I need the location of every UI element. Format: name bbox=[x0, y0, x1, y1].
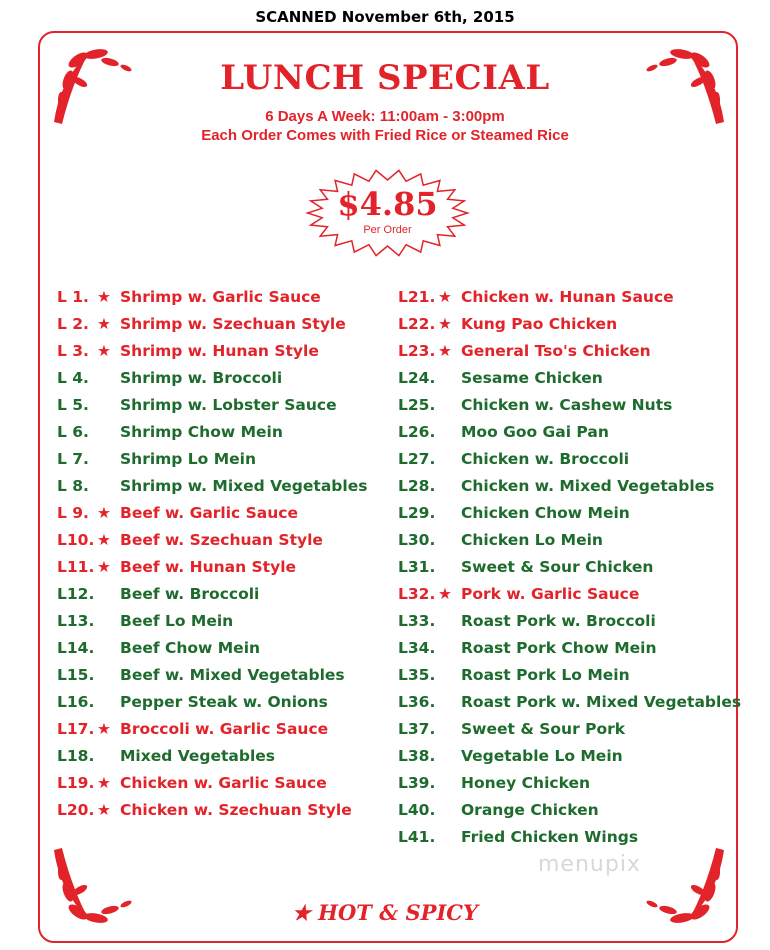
menu-item bbox=[57, 448, 397, 475]
menu-item bbox=[57, 394, 397, 421]
menu-item bbox=[57, 556, 397, 583]
menu-item-code: L 8. bbox=[57, 477, 89, 495]
menu-item bbox=[57, 313, 397, 340]
menu-item-code: L22. bbox=[398, 315, 436, 333]
spicy-star-icon: ★ bbox=[97, 315, 111, 333]
menu-item-name: Chicken w. Mixed Vegetables bbox=[461, 477, 715, 495]
spicy-star-icon: ★ bbox=[97, 558, 111, 576]
menu-item-name: Pepper Steak w. Onions bbox=[120, 693, 328, 711]
price-amount: $4.85 bbox=[337, 185, 438, 223]
menu-item-code: L36. bbox=[398, 693, 436, 711]
menu-item-name: Moo Goo Gai Pan bbox=[461, 423, 609, 441]
menu-item-code: L12. bbox=[57, 585, 95, 603]
menu-item-name: Beef w. Garlic Sauce bbox=[120, 504, 298, 522]
menu-item-code: L 9. bbox=[57, 504, 89, 522]
menu-item bbox=[398, 745, 738, 772]
menu-item bbox=[398, 286, 738, 313]
spicy-star-icon: ★ bbox=[97, 774, 111, 792]
watermark: menupix bbox=[538, 852, 641, 877]
menu-item-code: L32. bbox=[398, 585, 436, 603]
menu-item bbox=[398, 826, 738, 853]
menu-item-code: L40. bbox=[398, 801, 436, 819]
menu-item bbox=[57, 367, 397, 394]
spicy-star-icon: ★ bbox=[97, 531, 111, 549]
menu-item-code: L13. bbox=[57, 612, 95, 630]
menu-item-name: Beef Lo Mein bbox=[120, 612, 234, 630]
menu-item-code: L31. bbox=[398, 558, 436, 576]
menu-item-code: L28. bbox=[398, 477, 436, 495]
spicy-star-icon: ★ bbox=[438, 585, 452, 603]
spicy-star-icon: ★ bbox=[97, 720, 111, 738]
page-title: LUNCH SPECIAL bbox=[220, 58, 550, 98]
menu-item bbox=[57, 475, 397, 502]
menu-item-name: Chicken w. Cashew Nuts bbox=[461, 396, 673, 414]
menu-item-code: L 6. bbox=[57, 423, 89, 441]
menu-item-code: L 7. bbox=[57, 450, 89, 468]
menu-item-name: Roast Pork Chow Mein bbox=[461, 639, 657, 657]
menu-item-code: L29. bbox=[398, 504, 436, 522]
menu-item-name: Sweet & Sour Chicken bbox=[461, 558, 654, 576]
menu-item-code: L33. bbox=[398, 612, 436, 630]
menu-item-code: L34. bbox=[398, 639, 436, 657]
menu-item bbox=[398, 664, 738, 691]
menu-item bbox=[398, 367, 738, 394]
menu-item-code: L20. bbox=[57, 801, 95, 819]
menu-item bbox=[57, 637, 397, 664]
menu-item-code: L35. bbox=[398, 666, 436, 684]
menu-item bbox=[398, 502, 738, 529]
menu-item-name: Beef Chow Mein bbox=[120, 639, 261, 657]
menu-item bbox=[57, 502, 397, 529]
menu-column-right bbox=[398, 286, 742, 853]
menu-item-name: Orange Chicken bbox=[461, 801, 599, 819]
menu-item-code: L 1. bbox=[57, 288, 89, 306]
menu-item-code: L41. bbox=[398, 828, 436, 846]
menu-item bbox=[398, 691, 742, 718]
menu-item bbox=[398, 421, 738, 448]
menu-item-code: L18. bbox=[57, 747, 95, 765]
menu-item bbox=[57, 691, 397, 718]
menu-item-name: Beef w. Hunan Style bbox=[120, 558, 297, 576]
menu-item-name: Chicken w. Hunan Sauce bbox=[461, 288, 674, 306]
menu-item-code: L27. bbox=[398, 450, 436, 468]
menu-item bbox=[57, 745, 397, 772]
menu-item-name: Chicken w. Broccoli bbox=[461, 450, 630, 468]
menu-item-code: L10. bbox=[57, 531, 95, 549]
menu-item-code: L37. bbox=[398, 720, 436, 738]
menu-item-name: Shrimp w. Hunan Style bbox=[120, 342, 319, 360]
menu-item bbox=[57, 583, 397, 610]
menu-item-name: Chicken w. Szechuan Style bbox=[120, 801, 352, 819]
menu-item-name: Broccoli w. Garlic Sauce bbox=[120, 720, 329, 738]
menu-item-code: L30. bbox=[398, 531, 436, 549]
menu-item-name: Shrimp w. Mixed Vegetables bbox=[120, 477, 368, 495]
menu-item bbox=[398, 448, 738, 475]
menu-item bbox=[57, 718, 397, 745]
menu-item-name: Shrimp Chow Mein bbox=[120, 423, 283, 441]
menu-item-name: Roast Pork w. Mixed Vegetables bbox=[461, 693, 742, 711]
menu-item bbox=[57, 421, 397, 448]
menu-item bbox=[57, 664, 397, 691]
hours-subtitle: 6 Days A Week: 11:00am - 3:00pm bbox=[265, 108, 505, 125]
menu-item bbox=[57, 529, 397, 556]
menu-item bbox=[398, 475, 738, 502]
spicy-star-icon: ★ bbox=[97, 342, 111, 360]
menu-item-name: Roast Pork Lo Mein bbox=[461, 666, 630, 684]
menu-item-name: Fried Chicken Wings bbox=[461, 828, 639, 846]
menu-item bbox=[57, 772, 397, 799]
menu-item-code: L39. bbox=[398, 774, 436, 792]
menu-item-code: L14. bbox=[57, 639, 95, 657]
scanned-date: SCANNED November 6th, 2015 bbox=[255, 8, 515, 26]
menu-item-code: L 3. bbox=[57, 342, 89, 360]
menu-item bbox=[398, 313, 738, 340]
menu-item-name: Shrimp w. Szechuan Style bbox=[120, 315, 346, 333]
menu-item-name: General Tso's Chicken bbox=[461, 342, 651, 360]
menu-item-name: Beef w. Broccoli bbox=[120, 585, 260, 603]
menu-item-code: L11. bbox=[57, 558, 95, 576]
menu-item bbox=[398, 718, 738, 745]
menu-item-code: L16. bbox=[57, 693, 95, 711]
menu-item-name: Chicken w. Garlic Sauce bbox=[120, 774, 327, 792]
menu-item bbox=[57, 340, 397, 367]
menu-item-code: L23. bbox=[398, 342, 436, 360]
menu-item-code: L38. bbox=[398, 747, 436, 765]
menu-item-name: Beef w. Mixed Vegetables bbox=[120, 666, 345, 684]
menu-item bbox=[398, 529, 738, 556]
menu-item-name: Kung Pao Chicken bbox=[461, 315, 618, 333]
menu-item bbox=[57, 799, 397, 826]
menu-item-code: L15. bbox=[57, 666, 95, 684]
hot-spicy-legend: ★ HOT & SPICY bbox=[292, 900, 478, 925]
menu-item bbox=[398, 772, 738, 799]
spicy-star-icon: ★ bbox=[97, 288, 111, 306]
menu-item-code: L21. bbox=[398, 288, 436, 306]
spicy-star-icon: ★ bbox=[438, 288, 452, 306]
menu-item bbox=[398, 556, 738, 583]
menu-item-name: Honey Chicken bbox=[461, 774, 591, 792]
menu-item bbox=[398, 394, 738, 421]
menu-item-name: Shrimp w. Lobster Sauce bbox=[120, 396, 337, 414]
menu-item-name: Vegetable Lo Mein bbox=[461, 747, 623, 765]
menu-item-name: Shrimp w. Broccoli bbox=[120, 369, 283, 387]
menu-item-name: Chicken Lo Mein bbox=[461, 531, 603, 549]
menu-item-code: L 4. bbox=[57, 369, 89, 387]
menu-item-name: Shrimp Lo Mein bbox=[120, 450, 257, 468]
menu-item-code: L26. bbox=[398, 423, 436, 441]
menu-item-name: Roast Pork w. Broccoli bbox=[461, 612, 656, 630]
menu-item-code: L19. bbox=[57, 774, 95, 792]
menu-item-name: Beef w. Szechuan Style bbox=[120, 531, 323, 549]
price-per-label: Per Order bbox=[363, 224, 412, 236]
menu-item-name: Sesame Chicken bbox=[461, 369, 603, 387]
menu-item-code: L17. bbox=[57, 720, 95, 738]
menu-item-name: Sweet & Sour Pork bbox=[461, 720, 626, 738]
menu-item-name: Mixed Vegetables bbox=[120, 747, 276, 765]
menu-item bbox=[398, 799, 738, 826]
menu-item bbox=[398, 340, 738, 367]
menu-item-name: Shrimp w. Garlic Sauce bbox=[120, 288, 321, 306]
menu-item bbox=[57, 610, 397, 637]
menu-item-code: L 2. bbox=[57, 315, 89, 333]
spicy-star-icon: ★ bbox=[438, 315, 452, 333]
spicy-star-icon: ★ bbox=[438, 342, 452, 360]
menu-item bbox=[57, 286, 397, 313]
menu-item bbox=[398, 610, 738, 637]
spicy-star-icon: ★ bbox=[97, 504, 111, 522]
menu-item bbox=[398, 637, 738, 664]
spicy-star-icon: ★ bbox=[97, 801, 111, 819]
menu-item-code: L 5. bbox=[57, 396, 89, 414]
menu-item-code: L24. bbox=[398, 369, 436, 387]
menu-column-left bbox=[57, 286, 397, 826]
menu-item-code: L25. bbox=[398, 396, 436, 414]
rice-subtitle: Each Order Comes with Fried Rice or Steamed Rice bbox=[201, 127, 569, 144]
menu-item-name: Pork w. Garlic Sauce bbox=[461, 585, 640, 603]
menu-item bbox=[398, 583, 738, 610]
menu-item-name: Chicken Chow Mein bbox=[461, 504, 630, 522]
